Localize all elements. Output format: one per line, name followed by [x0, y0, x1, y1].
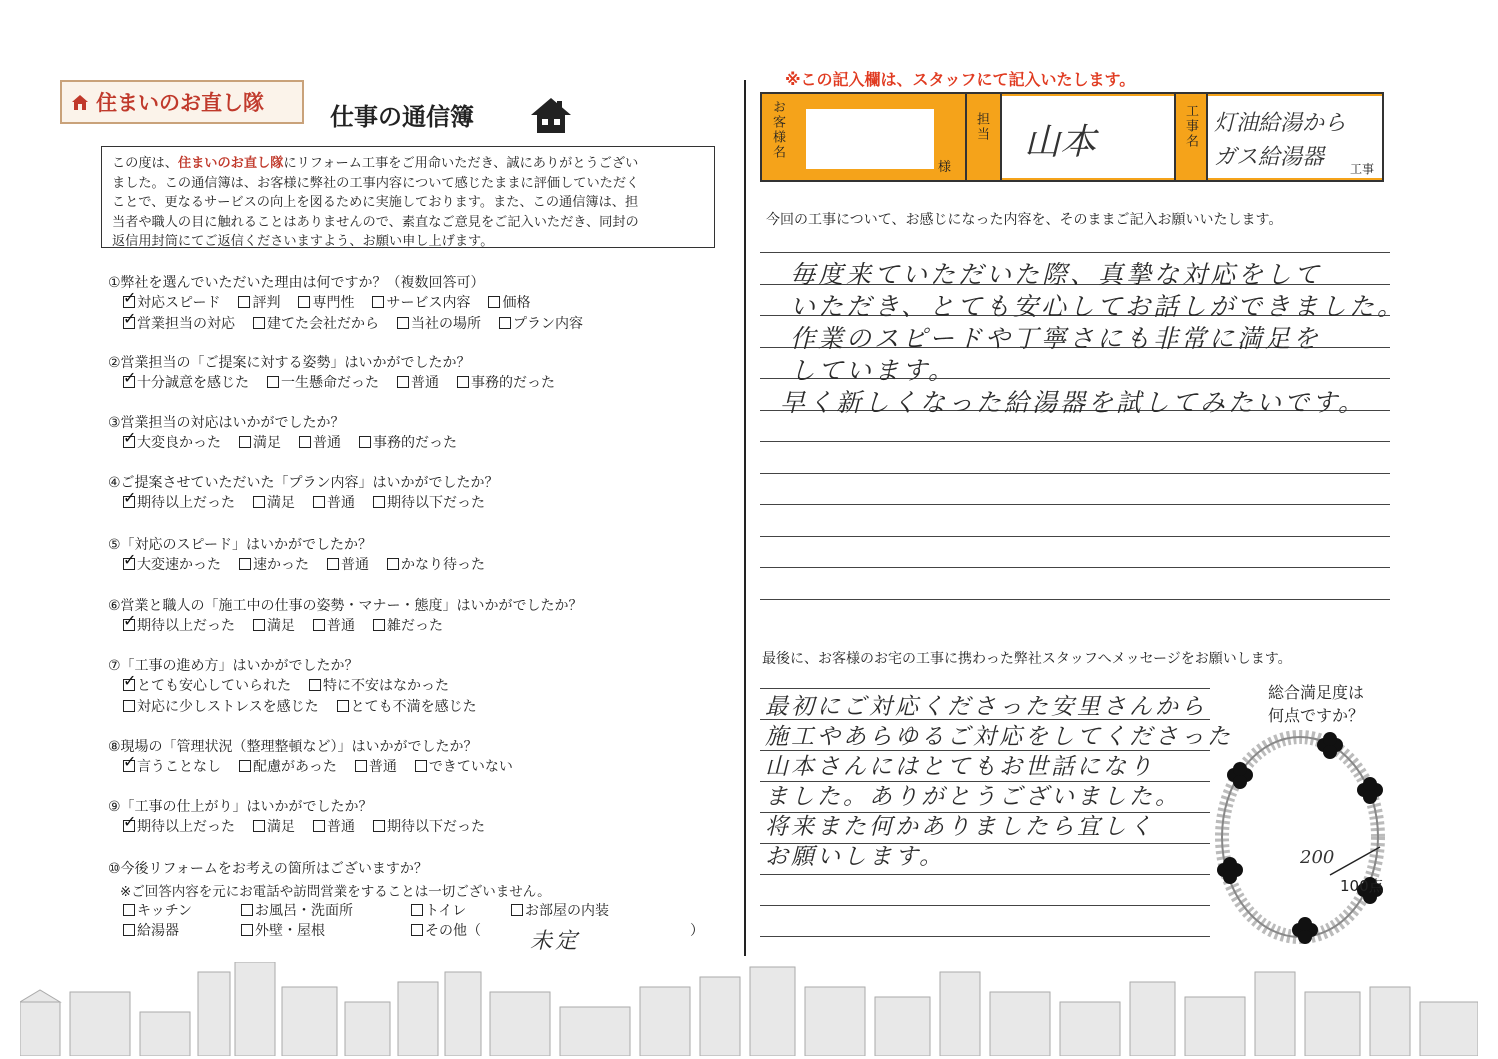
header-sep	[965, 94, 967, 180]
checked-box-icon[interactable]	[123, 679, 135, 691]
option-label: 一生懸命だった	[281, 375, 379, 391]
option-label: 満足	[267, 495, 295, 511]
checked-box-icon[interactable]	[123, 558, 135, 570]
option-checkbox[interactable]	[397, 313, 481, 333]
option-checkbox[interactable]	[239, 554, 309, 574]
checkbox-icon[interactable]	[241, 924, 253, 936]
checkbox-icon[interactable]	[373, 619, 385, 631]
logo-text: 住まいのお直し隊	[96, 91, 264, 115]
option-checkbox[interactable]	[355, 756, 397, 776]
option-checkbox[interactable]	[241, 900, 353, 920]
checkbox-icon[interactable]	[387, 558, 399, 570]
option-checkbox[interactable]	[511, 900, 609, 920]
option-checkbox[interactable]	[397, 372, 439, 392]
option-label: 当社の場所	[411, 316, 481, 332]
option-label: 大変良かった	[137, 435, 221, 451]
option-label: プラン内容	[513, 316, 583, 332]
checked-box-icon[interactable]	[123, 376, 135, 388]
ruled-line	[760, 936, 1210, 937]
ruled-line	[760, 536, 1390, 537]
option-checkbox[interactable]	[337, 696, 477, 716]
option-checkbox[interactable]	[253, 816, 295, 836]
option-label: 普通	[327, 495, 355, 511]
checkbox-icon[interactable]	[253, 820, 265, 832]
option-checkbox[interactable]	[313, 492, 355, 512]
option-label: とても不満を感じた	[350, 699, 477, 715]
ruled-line	[760, 567, 1390, 568]
checkbox-icon[interactable]	[499, 317, 511, 329]
option-checkbox[interactable]	[415, 756, 513, 776]
option-label: 速かった	[253, 557, 309, 573]
score-label-1: 総合満足度は	[1268, 683, 1365, 702]
message-line: ました。ありがとうございました。	[765, 784, 1181, 810]
checkbox-icon[interactable]	[253, 317, 265, 329]
options-row	[123, 313, 601, 333]
company-logo	[60, 80, 304, 124]
option-checkbox[interactable]	[327, 554, 369, 574]
ruled-line	[760, 599, 1390, 600]
comment-line: 早く新しくなった給湯器を試してみたいです。	[780, 388, 1367, 417]
score-unit: 100点	[1340, 877, 1384, 895]
comment-line: 作業のスピードや丁寧さにも非常に満足を	[790, 324, 1322, 353]
option-checkbox[interactable]	[253, 492, 295, 512]
option-checkbox[interactable]	[411, 920, 481, 940]
checkbox-icon[interactable]	[309, 679, 321, 691]
message-line: 施工やあらゆるご対応をしてくださった	[765, 724, 1233, 750]
question-1: ①弊社を選んでいただいた理由は何ですか？（複数回答可）	[108, 275, 485, 291]
koji-suffix: 工事	[1350, 162, 1375, 176]
option-checkbox[interactable]	[253, 313, 379, 333]
option-checkbox[interactable]	[123, 675, 291, 695]
header-sep	[1174, 94, 1176, 180]
house-icon	[527, 95, 575, 135]
option-checkbox[interactable]	[123, 900, 192, 920]
option-checkbox[interactable]	[123, 816, 235, 836]
question-8: ⑧現場の「管理状況（整理整頓など）」はいかがでしたか？	[108, 739, 478, 755]
ruled-line	[760, 504, 1390, 505]
comment-line: いただき、とても安心してお話しができました。	[790, 292, 1406, 321]
option-label: 期待以上だった	[137, 819, 235, 835]
option-label: 対応スピード	[137, 295, 221, 311]
question-6: ⑥営業と職人の「施工中の仕事の姿勢・マナー・態度」はいかがでしたか？	[108, 598, 583, 614]
comment-line: しています。	[790, 356, 957, 385]
option-checkbox[interactable]	[309, 675, 449, 695]
checkbox-icon[interactable]	[239, 558, 251, 570]
checkbox-icon[interactable]	[411, 904, 423, 916]
comment-prompt: 今回の工事について、お感じになった内容を、そのままご記入お願いいたします。	[766, 212, 1283, 228]
option-checkbox[interactable]	[123, 492, 235, 512]
message-line: 将来また何かありましたら宜しく	[765, 814, 1155, 840]
option-label: トイレ	[425, 903, 467, 919]
option-checkbox[interactable]	[373, 816, 485, 836]
ruled-line	[760, 905, 1210, 906]
option-label: 対応に少しストレスを感じた	[137, 699, 319, 715]
option-checkbox[interactable]	[123, 920, 179, 940]
other-close-paren: ）	[690, 923, 704, 939]
option-checkbox[interactable]	[457, 372, 555, 392]
option-label: 専門性	[312, 295, 355, 311]
option-checkbox[interactable]	[239, 432, 281, 452]
option-checkbox[interactable]	[238, 292, 280, 312]
option-label: 事務的だった	[471, 375, 555, 391]
option-label: お部屋の内装	[525, 903, 609, 919]
checkbox-icon[interactable]	[373, 496, 385, 508]
checkbox-icon[interactable]	[397, 317, 409, 329]
checked-box-icon[interactable]	[123, 436, 135, 448]
intro-line: この度は、住まいのお直し隊にリフォーム工事をご用命いただき、誠にありがとうござい	[112, 156, 639, 171]
checked-box-icon[interactable]	[123, 619, 135, 631]
option-checkbox[interactable]	[123, 696, 319, 716]
option-label: できていない	[428, 759, 513, 775]
option-label: 給湯器	[137, 923, 179, 939]
options-row	[123, 615, 461, 635]
sama-label: 様	[938, 160, 952, 175]
intro-line: ことで、更なるサービスの向上を図るために実施しております。また、この通信簿は、担	[112, 195, 639, 210]
option-checkbox[interactable]	[239, 756, 337, 776]
ruled-line	[760, 874, 1210, 875]
q10-note: ※ご回答内容を元にお電話や訪問営業をすることは一切ございません。	[120, 884, 551, 900]
question-5: ⑤「対応のスピード」はいかがでしたか？	[108, 537, 372, 553]
question-2: ②営業担当の「ご提案に対する姿勢」はいかがでしたか？	[108, 355, 471, 371]
comment-line: 毎度来ていただいた際、真摯な対応をして	[790, 260, 1323, 289]
option-label: 言うことなし	[137, 759, 221, 775]
checkbox-icon[interactable]	[415, 760, 427, 772]
koji-label: 工事名	[1183, 104, 1198, 149]
option-checkbox[interactable]	[359, 432, 457, 452]
checkbox-icon[interactable]	[253, 619, 265, 631]
option-checkbox[interactable]	[123, 756, 221, 776]
option-label: 建てた会社だから	[267, 316, 379, 332]
options-row	[123, 554, 503, 574]
option-label: サービス内容	[386, 295, 471, 311]
checkbox-icon[interactable]	[313, 619, 325, 631]
options-row	[123, 372, 573, 392]
option-label: 特に不安はなかった	[323, 678, 449, 694]
checkbox-icon[interactable]	[239, 760, 251, 772]
score-label-2: 何点ですか？	[1268, 706, 1365, 725]
checked-box-icon[interactable]	[123, 317, 135, 329]
option-label: 配慮があった	[253, 759, 337, 775]
question-4: ④ご提案させていただいた「プラン内容」はいかがでしたか？	[108, 475, 499, 491]
koji-handwritten-1: 灯油給湯から	[1214, 111, 1347, 136]
other-handwritten: 未定	[530, 929, 581, 954]
option-label: 期待以下だった	[387, 495, 485, 511]
option-checkbox[interactable]	[372, 292, 470, 312]
ruled-line	[760, 252, 1390, 253]
checked-box-icon[interactable]	[123, 820, 135, 832]
message-line: 最初にご対応くださった安里さんから	[765, 694, 1207, 720]
option-checkbox[interactable]	[499, 313, 583, 333]
checked-box-icon[interactable]	[123, 296, 135, 308]
checkbox-icon[interactable]	[355, 760, 367, 772]
intro-line: ました。この通信簿は、お客様に弊社の工事内容について感じたままに評価していただく	[112, 175, 640, 191]
checkbox-icon[interactable]	[397, 376, 409, 388]
checkbox-icon[interactable]	[123, 700, 135, 712]
option-label: お風呂・洗面所	[255, 903, 353, 919]
town-skyline-graphic	[20, 962, 1478, 1056]
checked-box-icon[interactable]	[123, 496, 135, 508]
checkbox-icon[interactable]	[511, 904, 523, 916]
option-checkbox[interactable]	[123, 372, 249, 392]
checkbox-icon[interactable]	[373, 820, 385, 832]
option-label: 普通	[327, 618, 355, 634]
option-label: 普通	[313, 435, 341, 451]
wreath-graphic	[1205, 725, 1395, 960]
checkbox-icon[interactable]	[337, 700, 349, 712]
checkbox-icon[interactable]	[313, 496, 325, 508]
checkbox-icon[interactable]	[123, 924, 135, 936]
option-checkbox[interactable]	[123, 432, 221, 452]
checkbox-icon[interactable]	[299, 436, 311, 448]
customer-name-redacted	[806, 109, 934, 169]
options-row	[123, 756, 531, 776]
option-label: 期待以下だった	[387, 819, 485, 835]
job-header	[760, 92, 1384, 182]
option-label: 普通	[411, 375, 439, 391]
option-label: 期待以上だった	[137, 618, 235, 634]
staff-notice: ※この記入欄は、スタッフにて記入いたします。	[785, 70, 1136, 89]
question-3: ③営業担当の対応はいかがでしたか？	[108, 415, 345, 431]
checkbox-icon[interactable]	[267, 376, 279, 388]
checkbox-icon[interactable]	[411, 924, 423, 936]
checkbox-icon[interactable]	[253, 496, 265, 508]
option-checkbox[interactable]	[488, 292, 530, 312]
checkbox-icon[interactable]	[298, 296, 310, 308]
checkbox-icon[interactable]	[241, 904, 253, 916]
option-checkbox[interactable]	[299, 432, 341, 452]
customer-label: お客様名	[770, 100, 785, 160]
intro-line: 当者や職人の目に触れることはありませんので、素直なご意見をご記入いただき、同封の	[112, 214, 639, 230]
option-checkbox[interactable]	[241, 920, 325, 940]
intro-text	[101, 146, 715, 248]
option-label: キッチン	[137, 903, 193, 919]
option-checkbox[interactable]	[313, 816, 355, 836]
message-line: お願いします。	[765, 844, 946, 870]
option-label: 満足	[253, 435, 281, 451]
page-title: 仕事の通信簿	[330, 103, 474, 131]
option-checkbox[interactable]	[123, 313, 235, 333]
checkbox-icon[interactable]	[238, 296, 250, 308]
option-label: 満足	[267, 819, 295, 835]
checkbox-icon[interactable]	[359, 436, 371, 448]
koji-handwritten-2: ガス給湯器	[1214, 145, 1325, 170]
option-checkbox[interactable]	[313, 615, 355, 635]
checkbox-icon[interactable]	[327, 558, 339, 570]
option-label: かなり待った	[401, 557, 485, 573]
option-label: 普通	[368, 759, 397, 775]
option-label: 満足	[267, 618, 295, 634]
option-checkbox[interactable]	[123, 554, 221, 574]
option-label: 雑だった	[387, 618, 443, 634]
checkbox-icon[interactable]	[239, 436, 251, 448]
option-checkbox[interactable]	[253, 615, 295, 635]
question-9: ⑨「工事の仕上がり」はいかがでしたか？	[108, 799, 373, 815]
tanto-handwritten: 山本	[1024, 122, 1097, 163]
option-checkbox[interactable]	[373, 492, 485, 512]
option-checkbox[interactable]	[373, 615, 443, 635]
option-checkbox[interactable]	[298, 292, 354, 312]
options-row	[123, 292, 548, 312]
intro-line: 返信用封筒にてご返信くださいますよう、お願い申し上げます。	[112, 234, 494, 249]
option-checkbox[interactable]	[387, 554, 485, 574]
option-checkbox[interactable]	[123, 292, 220, 312]
checkbox-icon[interactable]	[457, 376, 469, 388]
column-divider	[744, 80, 746, 956]
option-checkbox[interactable]	[267, 372, 379, 392]
question-7: ⑦「工事の進め方」はいかがでしたか？	[108, 658, 359, 674]
options-row	[123, 696, 495, 716]
option-label: 十分誠意を感じた	[137, 375, 249, 391]
option-label: 価格	[502, 295, 531, 311]
score-handwritten: 200	[1300, 847, 1335, 868]
checkbox-icon[interactable]	[313, 820, 325, 832]
tanto-label: 担当	[974, 112, 989, 142]
option-label: その他（	[425, 923, 481, 939]
options-row	[123, 816, 503, 836]
option-checkbox[interactable]	[123, 615, 235, 635]
option-label: 期待以上だった	[137, 495, 235, 511]
options-row	[123, 432, 475, 452]
question-10: ⑩今後リフォームをお考えの箇所はございますか？	[108, 861, 428, 877]
option-label: 事務的だった	[373, 435, 457, 451]
option-label: 営業担当の対応	[137, 316, 235, 332]
options-row	[123, 492, 503, 512]
message-line: 山本さんにはとてもお世話になり	[765, 754, 1155, 780]
message-prompt: 最後に、お客様のお宅の工事に携わった弊社スタッフへメッセージをお願いします。	[762, 651, 1292, 667]
checkbox-icon[interactable]	[372, 296, 384, 308]
checkbox-icon[interactable]	[488, 296, 500, 308]
ruled-line	[760, 473, 1390, 474]
option-label: 大変速かった	[137, 557, 221, 573]
logo-house-icon	[70, 92, 90, 112]
option-label: 普通	[341, 557, 369, 573]
option-label: 評判	[252, 295, 281, 311]
option-label: 外壁・屋根	[255, 923, 325, 939]
option-checkbox[interactable]	[411, 900, 466, 920]
options-row	[123, 675, 467, 695]
ruled-line	[760, 441, 1390, 442]
option-label: 普通	[327, 819, 355, 835]
option-label: とても安心していられた	[137, 678, 291, 694]
checked-box-icon[interactable]	[123, 760, 135, 772]
checkbox-icon[interactable]	[123, 904, 135, 916]
